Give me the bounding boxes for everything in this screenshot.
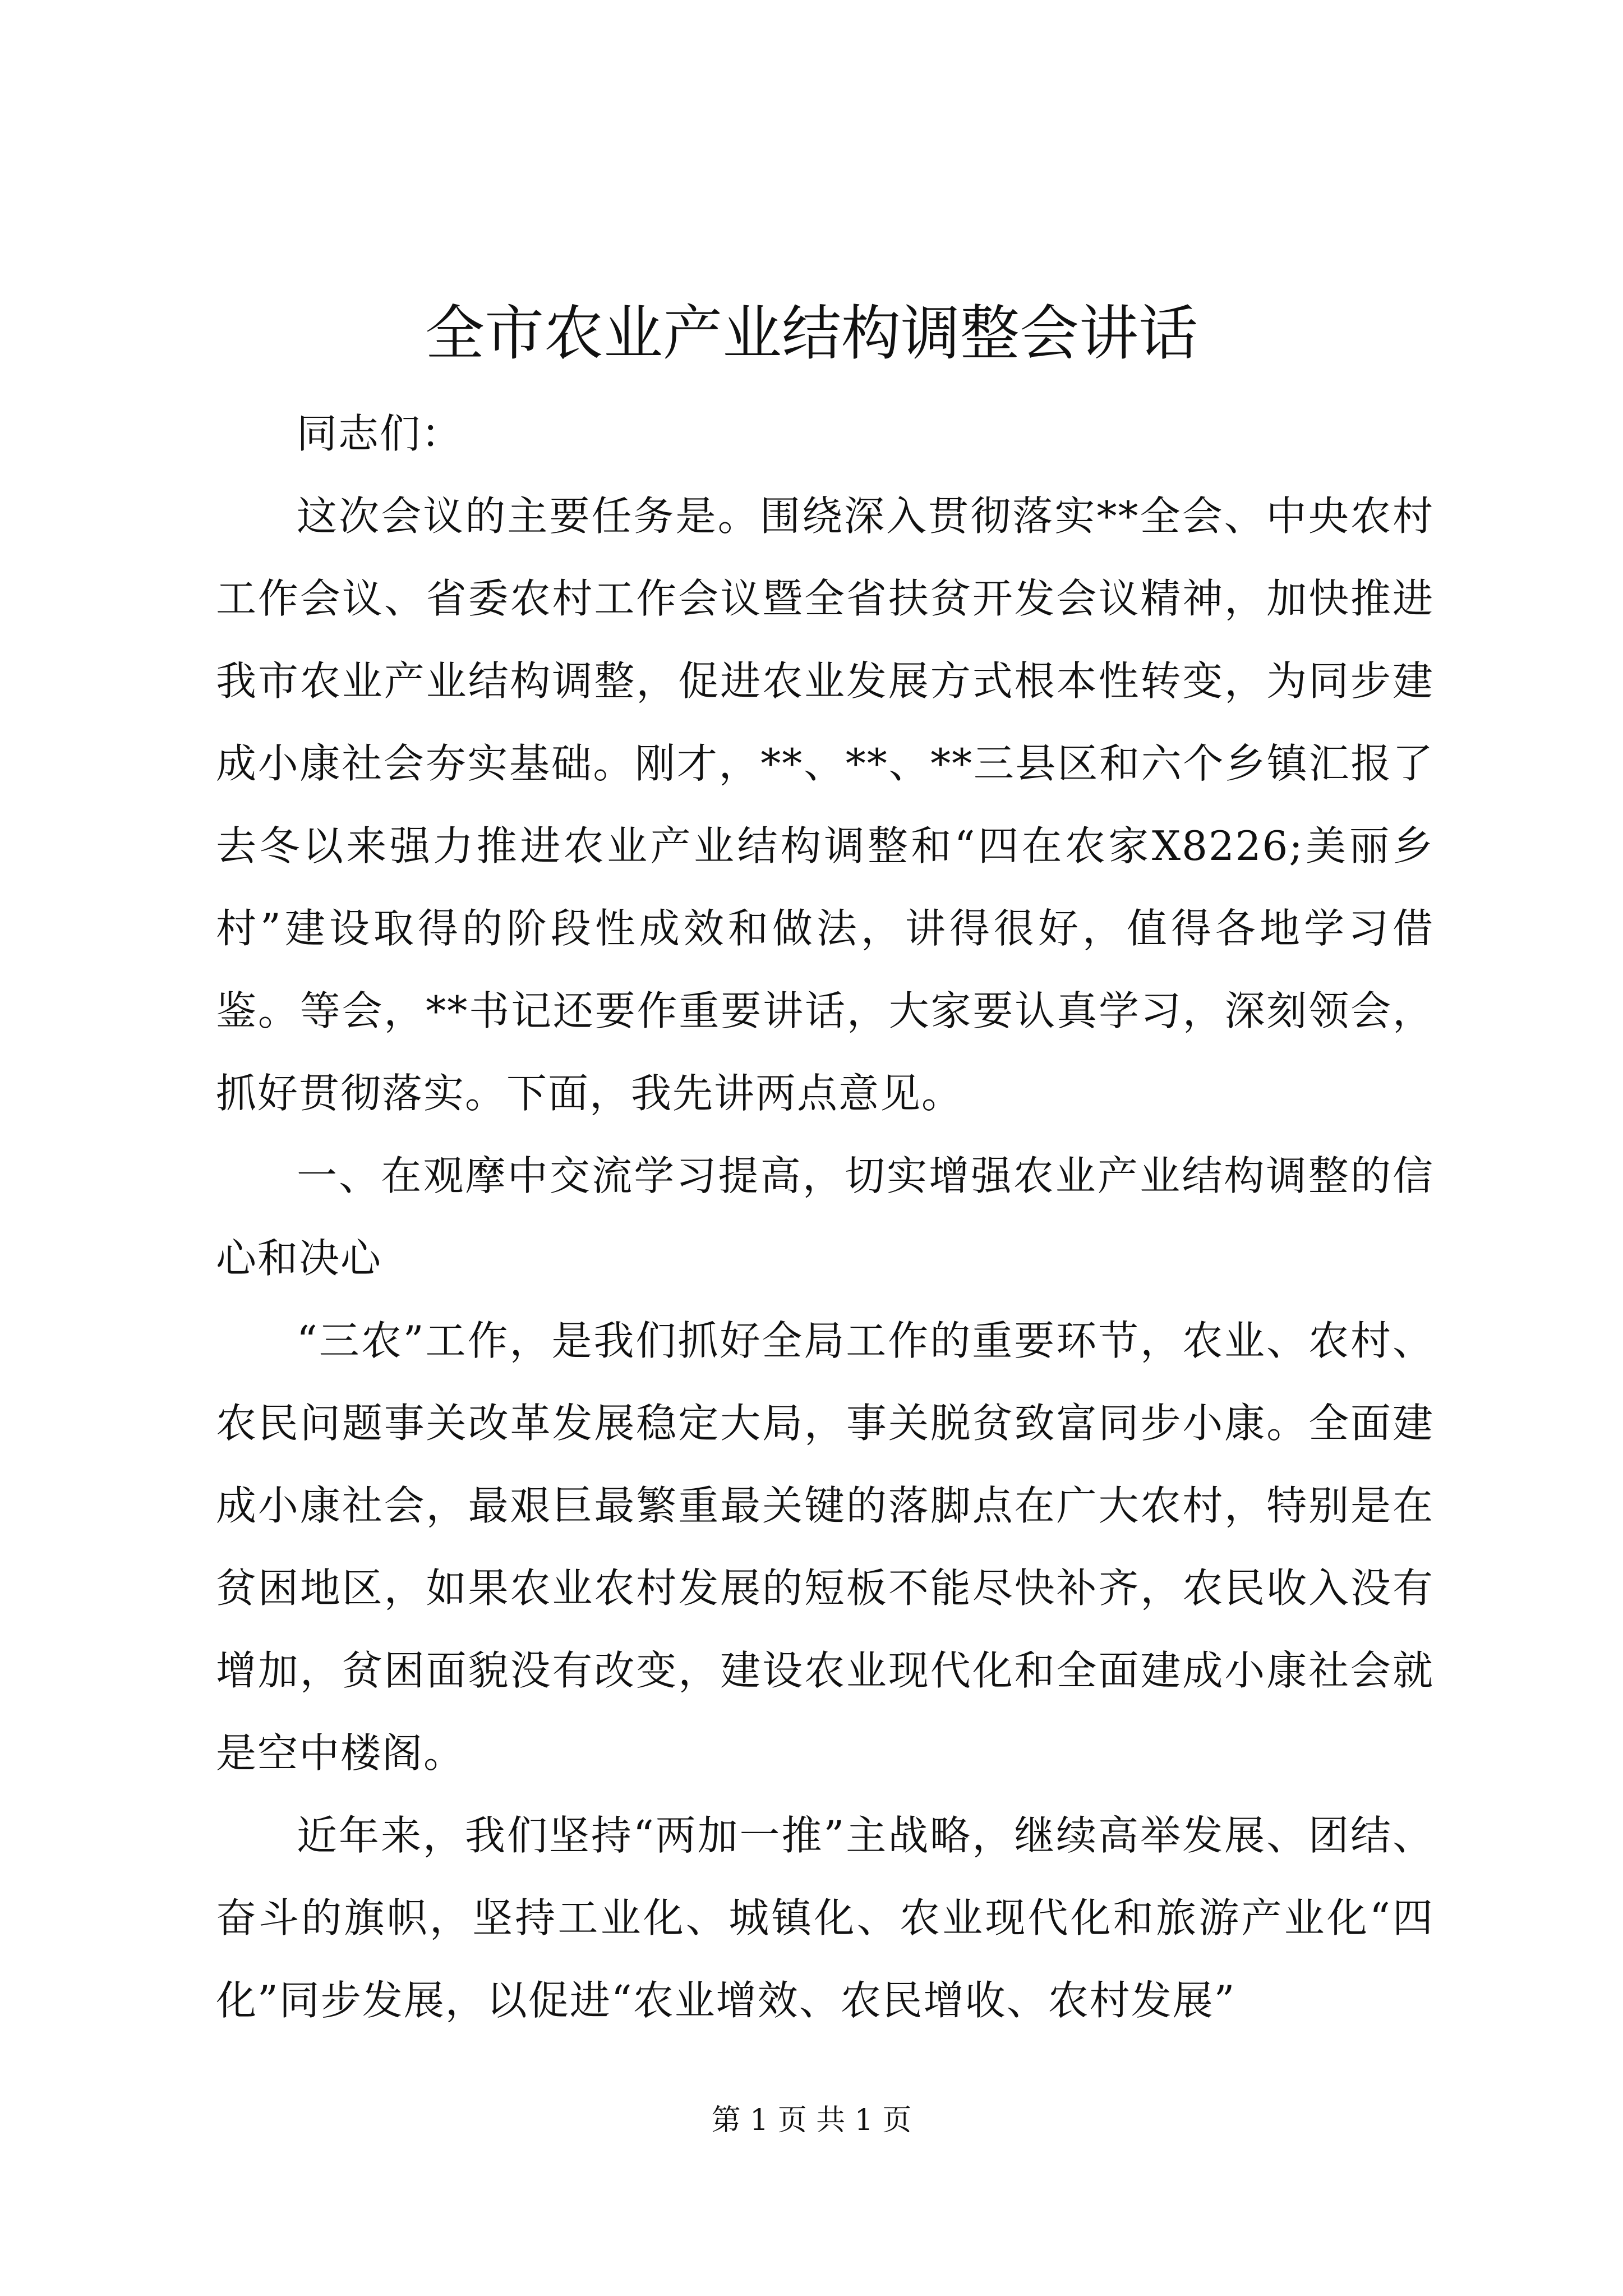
body-paragraph-recent-years: 近年来，我们坚持“两加一推”主战略，继续高举发展、团结、奋斗的旗帜，坚持工业化、城镇化、农业现代化和旅游产业化“四化”同步发展，以促进“农业增效、农民增收、农村发展” [216, 1812, 1434, 2024]
page-footer: 第 1 页 共 1 页 [711, 2104, 912, 2137]
body-paragraph-sannong: “三农”工作，是我们抓好全局工作的重要环节，农业、农村、农民问题事关改革发展稳定大局，事关脱贫致富同步小康。全面建成小康社会，最艰巨最繁重最关键的落脚点在广大农村，特别是在贫困地区，如果农业农村发展的短板不能尽快补齐，农民收入没有增加，贫困面貌没有改变，建设农业现代化和全面建成小康社会就是空中楼阁。 [216, 1317, 1434, 1777]
document-title: 全市农业产业结构调整会讲话 [425, 299, 1198, 368]
section-heading-one: 一、在观摩中交流学习提高，切实增强农业产业结构调整的信心和决心 [216, 1152, 1434, 1282]
document-body [216, 393, 1434, 2042]
salutation-paragraph: 同志们： [297, 410, 463, 457]
body-paragraph-intro: 这次会议的主要任务是。围绕深入贯彻落实**全会、中央农村工作会议、省委农村工作会议暨全省扶贫开发会议精神，加快推进我市农业产业结构调整，促进农业发展方式根本性转变，为同步建成小康社会夯实基础。刚才，**、**、**三县区和六个乡镇汇报了去冬以来强力推进农业产业结构调整和“四在农家X8226;美丽乡村”建设取得的阶段性成效和做法，讲得很好，值得各地学习借鉴。等会，**书记还要作重要讲话，大家要认真学习，深刻领会，抓好贯彻落实。下面，我先讲两点意见。 [216, 493, 1434, 1117]
